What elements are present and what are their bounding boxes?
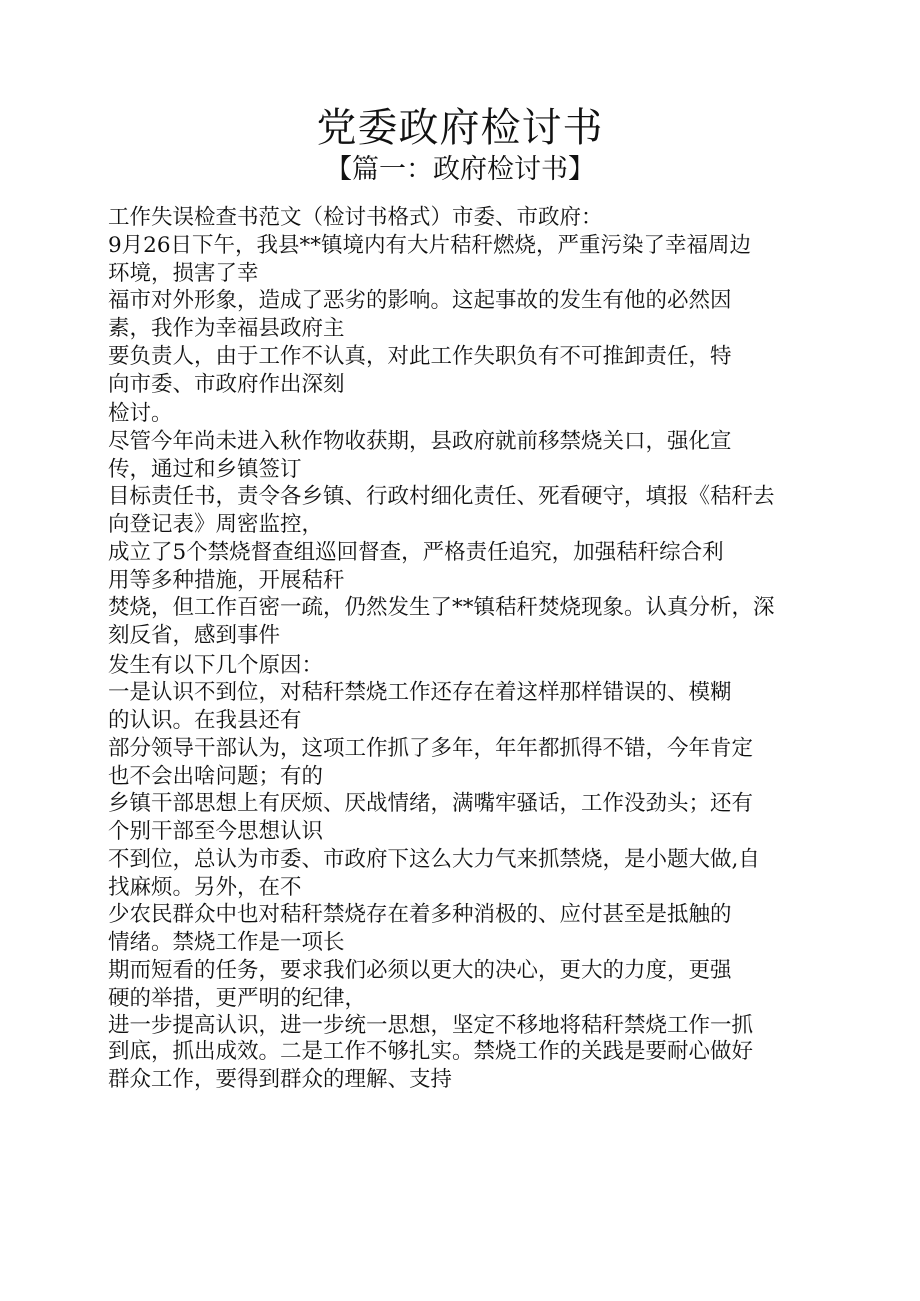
body-line: 到底，抓出成效。二是工作不够扎实。禁烧工作的关践是要耐心做好 (108, 1039, 754, 1064)
body-line: 不到位，总认为市委、市政府下这么大力气来抓禁烧，是小题大做,自 (108, 846, 760, 872)
body-line: 目标责任书，责令各乡镇、行政村细化责任、死看硬守，填报《秸秆去 (108, 484, 775, 509)
body-line: 一是认识不到位，对秸秆禁烧工作还存在着这样那样错误的、模糊 (108, 680, 732, 705)
body-line: 进一步提高认识，进一步统一思想，坚定不移地将秸秆禁烧工作一抓 (108, 1013, 754, 1038)
body-line: 素，我作为幸福县政府主 (108, 316, 345, 341)
body-line: 环境，损害了幸 (108, 260, 259, 286)
body-line: 福市对外形象，造成了恶劣的影响。这起事故的发生有他的必然因 (108, 288, 732, 313)
body-line: 硬的举措，更严明的纪律， (108, 985, 367, 1011)
body-line: 群众工作，要得到群众的理解、支持 (108, 1067, 453, 1092)
body-line: 用等多种措施，开展秸秆 (108, 567, 345, 593)
body-line: 乡镇干部思想上有厌烦、厌战情绪，满嘴牢骚话，工作没劲头；还有 (108, 791, 754, 816)
body-line: 刻反省，感到事件 (108, 623, 281, 648)
body-line: 9月26日下午，我县**镇境内有大片秸秆燃烧，严重污染了幸福周边 (108, 232, 752, 258)
document-body (108, 203, 823, 1095)
body-line: 要负责人，由于工作不认真，对此工作失职负有不可推卸责任，特 (108, 343, 732, 369)
body-line: 成立了5个禁烧督查组巡回督查，严格责任追究，加强秸秆综合利 (108, 539, 724, 565)
body-line: 检讨。 (108, 401, 173, 426)
body-line: 尽管今年尚未进入秋作物收获期，县政府就前移禁烧关口，强化宣 (108, 428, 732, 454)
body-line: 期而短看的任务，要求我们必须以更大的决心，更大的力度，更强 (108, 957, 732, 983)
body-line: 传，通过和乡镇签订 (108, 456, 302, 482)
body-line: 个别干部至今思想认识 (108, 819, 324, 844)
document-title: 党委政府检讨书 (316, 105, 604, 151)
body-line: 部分领导干部认为，这项工作抓了多年，年年都抓得不错，今年肯定 (108, 735, 754, 761)
body-line: 找麻烦。另外，在不 (108, 874, 302, 900)
body-line: 情绪。禁烧工作是一项长 (108, 930, 345, 955)
document-subtitle: 【篇一：政府检讨书】 (325, 154, 595, 185)
body-line: 向市委、市政府作出深刻 (108, 371, 345, 397)
body-line: 少农民群众中也对秸秆禁烧存在着多种消极的、应付甚至是抵触的 (108, 902, 732, 927)
body-line: 焚烧，但工作百密一疏，仍然发生了**镇秸秆焚烧现象。认真分析，深 (108, 595, 775, 620)
body-line: 发生有以下几个原因： (108, 652, 324, 678)
body-line: 工作失误检查书范文（检讨书格式）市委、市政府： (108, 205, 603, 230)
body-line: 向登记表》周密监控， (108, 512, 324, 537)
body-line: 的认识。在我县还有 (108, 708, 302, 733)
body-line: 也不会出啥问题；有的 (108, 763, 324, 789)
